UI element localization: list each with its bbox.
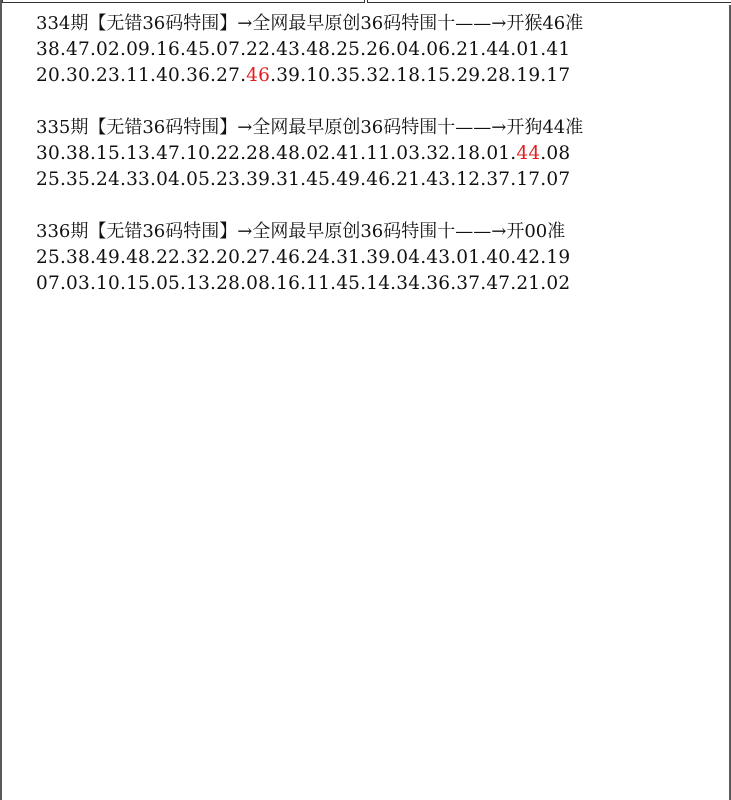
number-row: 38.47.02.09.16.45.07.22.43.48.25.26.04.06.21.44.01.41 [36,39,571,60]
number-row [36,141,730,167]
winning-number: 46 [246,65,271,86]
number-row: 25.35.24.33.04.05.23.39.31.45.49.46.21.43.12.37.17.07 [36,169,571,190]
number-segment: .08 [540,143,571,164]
period-title: 334期【无错36码特围】→全网最早原创36码特围十——→开猴46准 [36,13,584,34]
period-block-336 [36,219,730,297]
period-block-334 [36,11,730,89]
number-row: 07.03.10.15.05.13.28.08.16.11.45.14.34.36.37.47.21.02 [36,273,571,294]
top-cell-left [2,0,365,3]
period-title: 335期【无错36码特围】→全网最早原创36码特围十——→开狗44准 [36,117,584,138]
number-segment: 30.38.15.13.47.10.22.28.48.02.41.11.03.32.18.01. [36,143,517,164]
period-block-335 [36,115,730,193]
number-segment: .39.10.35.32.18.15.29.28.19.17 [270,65,571,86]
number-row: 25.38.49.48.22.32.20.27.46.24.31.39.04.43.01.40.42.19 [36,247,571,268]
top-table-border [2,0,731,5]
top-cell-right [367,0,731,3]
number-row [36,63,730,89]
winning-number: 44 [516,143,541,164]
prediction-list [36,11,730,323]
period-title: 336期【无错36码特围】→全网最早原创36码特围十——→开00准 [36,221,566,242]
number-segment: 20.30.23.11.40.36.27. [36,65,247,86]
